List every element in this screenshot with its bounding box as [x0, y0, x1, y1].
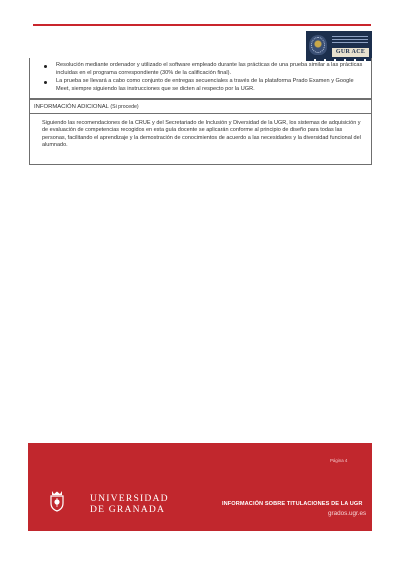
evaluation-item: Resolución mediante ordenador y utilizado el software empleado durante las prácticas de una prueba similar a las prácticas incluidas en el programa correspondiente (30% de la calificación final). [56, 62, 363, 76]
header-rule [33, 24, 371, 26]
university-wordmark [90, 493, 169, 515]
university-crest-icon [49, 490, 65, 512]
seal-emblem-icon [309, 35, 327, 55]
seal-text: GUR ACE [332, 48, 369, 57]
quality-seal-logo [306, 31, 372, 59]
additional-info-note: (Si procede) [110, 104, 139, 110]
additional-info-header [29, 99, 372, 114]
additional-info-title [34, 103, 139, 111]
page-footer [28, 443, 372, 531]
footer-website-link[interactable]: grados.ugr.es [328, 510, 367, 517]
university-name-line1: UNIVERSIDAD [90, 493, 169, 504]
footer-info-title: INFORMACIÓN SOBRE TITULACIONES DE LA UGR [222, 501, 363, 507]
university-name-line2: DE GRANADA [90, 504, 166, 515]
seal-decoration [332, 36, 368, 45]
additional-info-body [29, 114, 372, 165]
additional-info-title-text: INFORMACIÓN ADICIONAL [34, 104, 109, 110]
evaluation-list [30, 58, 371, 93]
additional-info-text: Siguiendo las recomendaciones de la CRUE y del Secretariado de Inclusión y Diversidad de la UGR, los sistemas de adquisición y de evaluación de competencias recogidos en esta guía docente se aplicarán conforme al principio de diseño para todas las personas, facilitando el aprendizaje y la demostración de conocimientos de acuerdo a las necesidades y la diversidad funcional del alumnado. [42, 120, 361, 148]
evaluation-box [29, 58, 372, 99]
evaluation-item: La prueba se llevará a cabo como conjunto de entregas secuenciales a través de la plataforma Prado Examen y Google Meet, siempre siguiendo las instrucciones que se dicten al respecto por la UGR. [56, 78, 363, 93]
page-number: Página 4 [330, 458, 348, 463]
